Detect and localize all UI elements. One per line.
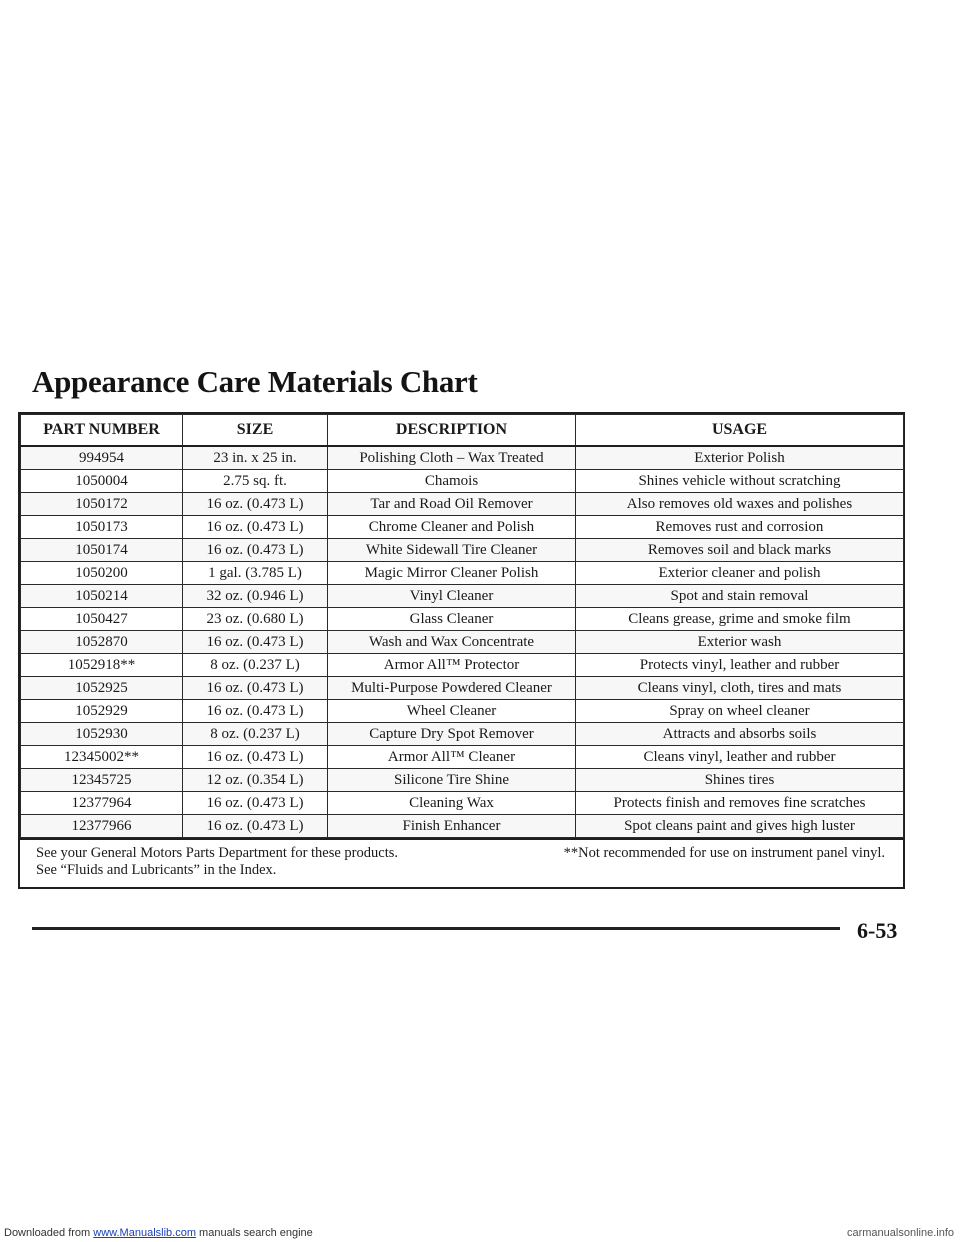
banner-prefix: Downloaded from [4, 1227, 91, 1239]
table-row [21, 516, 904, 539]
part-number-cell: 1050427 [21, 608, 183, 631]
part-number-cell: 12377966 [21, 815, 183, 838]
size-cell: 1 gal. (3.785 L) [183, 562, 328, 585]
size-cell: 16 oz. (0.473 L) [183, 631, 328, 654]
part-number-cell: 1050173 [21, 516, 183, 539]
usage-cell: Shines tires [576, 769, 904, 792]
part-number-cell: 1052930 [21, 723, 183, 746]
site-watermark: carmanualsonline.info [846, 1227, 954, 1239]
usage-cell: Exterior Polish [576, 446, 904, 470]
part-number-cell: 1052929 [21, 700, 183, 723]
usage-cell: Spray on wheel cleaner [576, 700, 904, 723]
footnote-fluids-reference: See “Fluids and Lubricants” in the Index. [36, 862, 277, 878]
download-banner [0, 1226, 960, 1242]
usage-cell: Shines vehicle without scratching [576, 470, 904, 493]
usage-cell: Spot cleans paint and gives high luster [576, 815, 904, 838]
column-header-usage: USAGE [576, 415, 904, 447]
manualslib-link[interactable]: www.Manualslib.com [93, 1227, 196, 1239]
table-row [21, 631, 904, 654]
size-cell: 23 oz. (0.680 L) [183, 608, 328, 631]
size-cell: 8 oz. (0.237 L) [183, 723, 328, 746]
table-row [21, 446, 904, 470]
page-title: Appearance Care Materials Chart [32, 364, 478, 399]
banner-suffix: manuals search engine [199, 1227, 313, 1239]
usage-cell: Removes rust and corrosion [576, 516, 904, 539]
footnote-not-recommended: **Not recommended for use on instrument panel vinyl. [563, 845, 885, 861]
usage-cell: Cleans grease, grime and smoke film [576, 608, 904, 631]
table-row [21, 700, 904, 723]
size-cell: 16 oz. (0.473 L) [183, 493, 328, 516]
description-cell: Polishing Cloth – Wax Treated [328, 446, 576, 470]
table-row [21, 608, 904, 631]
part-number-cell: 1050174 [21, 539, 183, 562]
part-number-cell: 1050004 [21, 470, 183, 493]
part-number-cell: 12345725 [21, 769, 183, 792]
size-cell: 8 oz. (0.237 L) [183, 654, 328, 677]
size-cell: 16 oz. (0.473 L) [183, 539, 328, 562]
description-cell: Vinyl Cleaner [328, 585, 576, 608]
part-number-cell: 1050172 [21, 493, 183, 516]
part-number-cell: 12345002** [21, 746, 183, 769]
table-row [21, 815, 904, 838]
table-row [21, 539, 904, 562]
description-cell: Chrome Cleaner and Polish [328, 516, 576, 539]
table-row [21, 493, 904, 516]
column-header-part-number: PART NUMBER [21, 415, 183, 447]
part-number-cell: 1052918** [21, 654, 183, 677]
part-number-cell: 1052870 [21, 631, 183, 654]
table-row [21, 654, 904, 677]
size-cell: 12 oz. (0.354 L) [183, 769, 328, 792]
description-cell: Capture Dry Spot Remover [328, 723, 576, 746]
description-cell: Magic Mirror Cleaner Polish [328, 562, 576, 585]
table-row [21, 562, 904, 585]
usage-cell: Attracts and absorbs soils [576, 723, 904, 746]
description-cell: Wash and Wax Concentrate [328, 631, 576, 654]
table-row [21, 585, 904, 608]
size-cell: 16 oz. (0.473 L) [183, 700, 328, 723]
usage-cell: Spot and stain removal [576, 585, 904, 608]
page-rule [32, 927, 840, 930]
column-header-size: SIZE [183, 415, 328, 447]
description-cell: Multi-Purpose Powdered Cleaner [328, 677, 576, 700]
materials-table [20, 414, 904, 838]
table-header-row [21, 415, 904, 447]
description-cell: Tar and Road Oil Remover [328, 493, 576, 516]
usage-cell: Protects vinyl, leather and rubber [576, 654, 904, 677]
part-number-cell: 1050214 [21, 585, 183, 608]
part-number-cell: 994954 [21, 446, 183, 470]
size-cell: 16 oz. (0.473 L) [183, 746, 328, 769]
column-header-description: DESCRIPTION [328, 415, 576, 447]
materials-chart [18, 412, 905, 889]
usage-cell: Also removes old waxes and polishes [576, 493, 904, 516]
usage-cell: Cleans vinyl, cloth, tires and mats [576, 677, 904, 700]
description-cell: Silicone Tire Shine [328, 769, 576, 792]
table-row [21, 723, 904, 746]
table-row [21, 769, 904, 792]
size-cell: 32 oz. (0.946 L) [183, 585, 328, 608]
table-row [21, 746, 904, 769]
description-cell: Wheel Cleaner [328, 700, 576, 723]
description-cell: Armor All™ Cleaner [328, 746, 576, 769]
usage-cell: Exterior cleaner and polish [576, 562, 904, 585]
description-cell: Finish Enhancer [328, 815, 576, 838]
page-number: 6-53 [857, 918, 898, 943]
usage-cell: Exterior wash [576, 631, 904, 654]
description-cell: Glass Cleaner [328, 608, 576, 631]
description-cell: Cleaning Wax [328, 792, 576, 815]
usage-cell: Protects finish and removes fine scratches [576, 792, 904, 815]
table-row [21, 677, 904, 700]
usage-cell: Removes soil and black marks [576, 539, 904, 562]
description-cell: White Sidewall Tire Cleaner [328, 539, 576, 562]
size-cell: 16 oz. (0.473 L) [183, 815, 328, 838]
footnote [20, 838, 903, 887]
size-cell: 23 in. x 25 in. [183, 446, 328, 470]
size-cell: 16 oz. (0.473 L) [183, 677, 328, 700]
table-row [21, 792, 904, 815]
part-number-cell: 12377964 [21, 792, 183, 815]
part-number-cell: 1052925 [21, 677, 183, 700]
size-cell: 2.75 sq. ft. [183, 470, 328, 493]
usage-cell: Cleans vinyl, leather and rubber [576, 746, 904, 769]
table-row [21, 470, 904, 493]
footnote-parts-department: See your General Motors Parts Department for these products. [36, 845, 398, 861]
description-cell: Armor All™ Protector [328, 654, 576, 677]
description-cell: Chamois [328, 470, 576, 493]
part-number-cell: 1050200 [21, 562, 183, 585]
size-cell: 16 oz. (0.473 L) [183, 792, 328, 815]
size-cell: 16 oz. (0.473 L) [183, 516, 328, 539]
